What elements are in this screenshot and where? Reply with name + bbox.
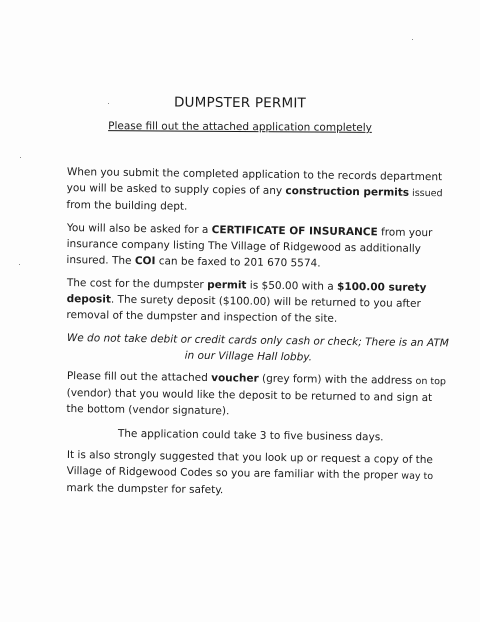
text-line: We do not take debit or credit cards only cash or check; There is an ATM <box>66 331 449 350</box>
scan-speck <box>19 264 20 265</box>
text-line: insurance company listing The Village of Ridgewood as additionally <box>66 237 422 255</box>
scan-speck <box>20 157 21 158</box>
text-line: You will also be asked for a CERTIFICATE OF INSURANCE from your <box>66 221 433 240</box>
text-line: deposit. The surety deposit ($100.00) will be returned to you after <box>66 292 421 310</box>
scan-speck <box>412 39 413 40</box>
document-title: DUMPSTER PERMIT <box>173 94 307 112</box>
paragraph-submit <box>66 164 443 218</box>
text-line: Please fill out the attached voucher (grey form) with the address on top <box>66 369 447 388</box>
text-line: It is also strongly suggested that you look up or request a copy of the <box>66 448 433 467</box>
paragraph-codes <box>66 447 434 501</box>
text-line: insured. The COI can be faxed to 201 670 5574. <box>66 253 321 270</box>
text-line: The cost for the dumpster permit is $50.00 with a $100.00 surety <box>66 276 427 295</box>
paragraph-processing <box>67 425 427 446</box>
text-line: the bottom (vendor signature). <box>66 402 230 418</box>
paragraph-payment <box>66 330 449 367</box>
text-line: When you submit the completed application to the records department <box>66 165 443 184</box>
text-line: Village of Ridgewood Codes so you are familiar with the proper way to <box>66 464 434 483</box>
document-subtitle: Please fill out the attached application completely <box>108 120 372 134</box>
paragraph-cost <box>66 275 427 328</box>
text-line: in our Village Hall lobby. <box>184 349 313 364</box>
text-line: removal of the dumpster and inspection of the site. <box>66 308 338 325</box>
text-line: from the building dept. <box>66 198 188 213</box>
text-line: you will be asked to supply copies of any construction permits issued <box>66 181 443 200</box>
text-line: The application could take 3 to five business days. <box>117 427 384 444</box>
text-line: (vendor) that you would like the deposit to be returned to and sign at <box>66 386 433 405</box>
text-line: mark the dumpster for safety. <box>66 481 224 497</box>
paragraph-voucher <box>66 368 447 422</box>
paragraph-insurance <box>66 220 433 273</box>
